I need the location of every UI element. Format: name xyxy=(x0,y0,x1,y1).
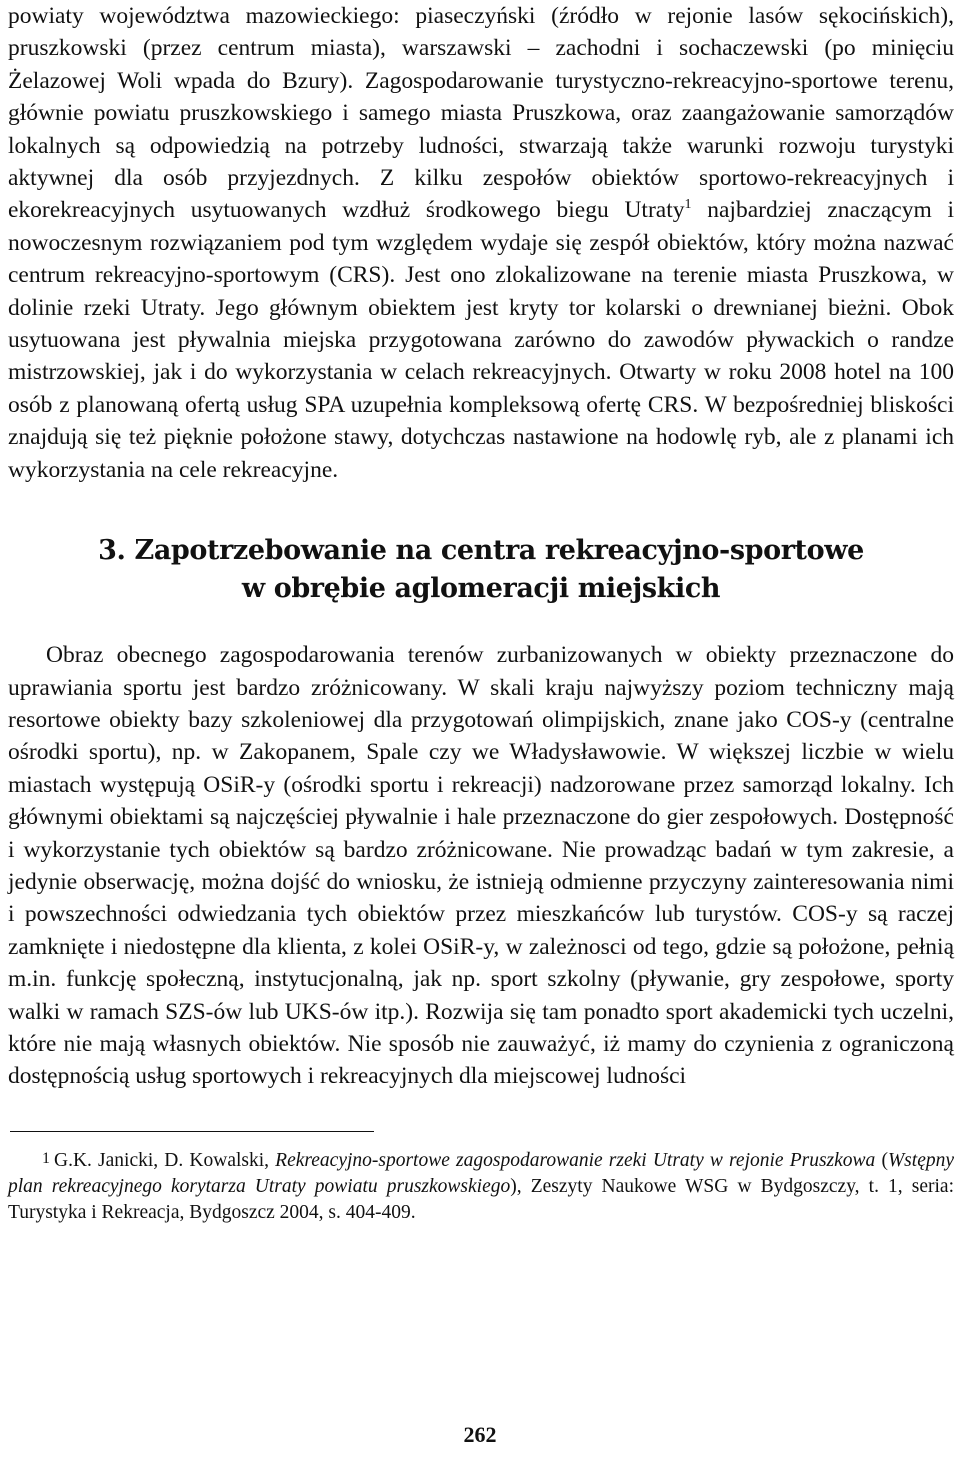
footnote xyxy=(8,1146,954,1226)
body-paragraph-2: Obraz obecnego zagospodarowania terenów zurbanizowanych w obiekty przeznaczone do uprawiania sportu jest bardzo zróżnicowany. W skali kraju najwyższy poziom techniczny mają resortowe obiekty bazy szkoleniowej dla przygotowań olimpijskich, znane jako COS-y (centralne ośrodki sportu), np. w Zakopanem, Spale czy we Władysławowie. W większej liczbie w wielu miastach występują OSiR-y (ośrodki sportu i rekreacji) nadzorowane przez samorząd lokalny. Ich głównymi obiektami są najczęściej pływalnie i hale przeznaczone do gier zespołowych. Dostępność i wykorzystanie tych obiektów są bardzo zróżnicowane. Nie prowadząc badań w tym zakresie, a jedynie obserwację, można dojść do wniosku, że istnieją odmienne przyczyny zainteresowania nimi i powszechności odwiedzania tych obiektów przez mieszkańców lub turystów. COS-y są raczej zamknięte i niedostępne dla klienta, z kolei OSiR-y, w zależnosci od tego, gdzie są położone, pełnią m.in. funkcję społeczną, instytucjonalną, jak np. sport szkolny (pływanie, gry zespołowe, sporty walki w ramach SZS-ów lub UKS-ów itp.). Rozwija się tam ponadto sport akademicki tych uczelni, które nie mają własnych obiektów. Nie sposób nie zauważyć, iż mamy do czynienia z ograniczoną dostępnością usług sportowych i rekreacyjnych dla miejscowej ludności xyxy=(8,642,954,1090)
paragraph-text-b: najbardziej znaczącym i nowoczesnym rozwiązaniem pod tym względem wydaje się zespół obiektów, który można nazwać centrum rekreacyjno-sportowym (CRS). Jest ono zlokalizowane na terenie miasta Pruszkowa, w dolinie rzeki Utraty. Jego głównym obiektem jest kryty tor kolarski o drewnianej bieżni. Obok usytuowana jest pływalnia miejska przygotowana zarówno do zawodów pływackich o randze mistrzowskiej, jak i do wykorzystania w celach rekreacyjnych. Otwarty w roku 2008 hotel na 100 osób z planowaną ofertą usług SPA uzupełnia kompleksową ofertę CRS. W bezpośredniej bliskości znajdują się też pięknie położone stawy, dotychczas nastawione na hodowlę ryb, ale z planami ich wykorzystania na cele rekreacyjne. xyxy=(8,197,954,483)
footnote-divider xyxy=(10,1131,374,1132)
footnote-paren: ( xyxy=(875,1149,888,1171)
document-page xyxy=(8,0,954,1226)
footnote-subtitle: Wstępny plan rekreacyjnego korytarza Utraty powiatu pruszkowskiego xyxy=(8,1149,954,1197)
footnote-authors: G.K. Janicki, D. Kowalski, xyxy=(54,1149,276,1171)
section-heading xyxy=(8,532,954,608)
page-number: 262 xyxy=(463,1422,497,1447)
paragraph-continuation-text: powiaty województwa mazowieckiego: piaseczyński (źródło w rejonie lasów sękocińskich), pruszkowski (przez centrum miasta), warszawski – zachodni i sochaczewski (po minięciu Żelazowej Woli wpada do Bzury). xyxy=(8,3,954,94)
footnote-reference[interactable]: 1 xyxy=(684,197,692,213)
footnote-number: 1 xyxy=(42,1149,50,1167)
paragraph-text-a: Zagospodarowanie turystyczno-rekreacyjno-sportowe terenu, głównie powiatu pruszkowskiego i samego miasta Pruszkowa, oraz zaangażowanie samorządów lokalnych są odpowiedzią na potrzeby ludności, stwarzają także warunki rozwoju turystyki aktywnej dla osób przyjezdnych. Z kilku zespołów obiektów sportowo-rekreacyjnych i ekorekreacyjnych usytuowanych wzdłuż środkowego biegu Utraty xyxy=(8,67,954,224)
footnote-publication: ), Zeszyty Naukowe WSG w Bydgoszczy, t. 1, seria: Turystyka i Rekreacja, Bydgoszcz 2004, s. 404-409. xyxy=(8,1175,954,1223)
section-heading-line-1: 3. Zapotrzebowanie na centra rekreacyjno-sportowe xyxy=(98,535,864,567)
section-heading-line-2: w obrębie aglomeracji miejskich xyxy=(241,573,721,605)
body-paragraph-1 xyxy=(8,0,954,486)
footnote-title: Rekreacyjno-sportowe zagospodarowanie rzeki Utraty w rejonie Pruszkowa xyxy=(275,1149,876,1171)
